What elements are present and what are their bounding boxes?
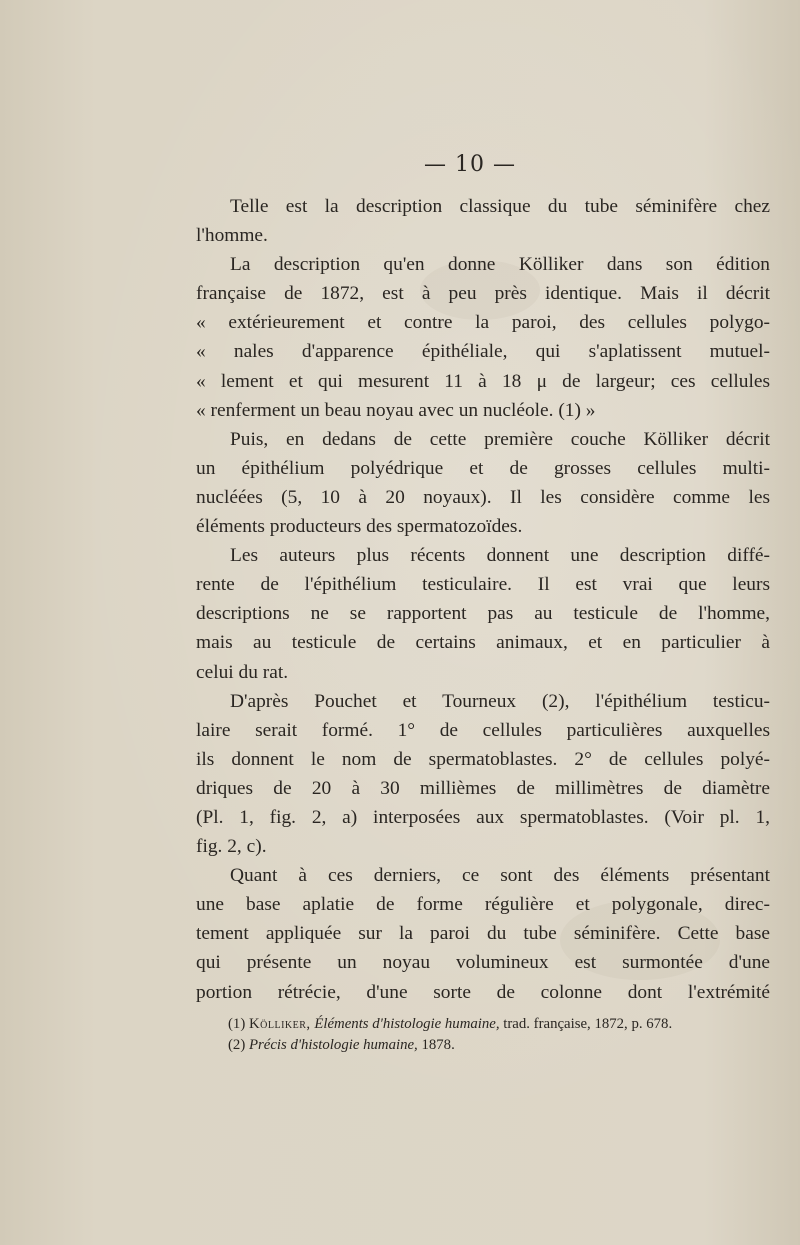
- text-line: l'homme.: [196, 225, 268, 247]
- footnote-author: Kölliker,: [248, 1016, 311, 1032]
- page-number: — 10 —: [424, 152, 516, 177]
- text-line: rente de l'épithélium testiculaire. Il est vrai que leurs: [196, 574, 770, 596]
- footnote-mark: (1): [228, 1016, 246, 1032]
- text-line: qui présente un noyau volumineux est surmontée d'une: [196, 952, 770, 974]
- footnotes: [228, 1014, 774, 1056]
- text-line: Puis, en dedans de cette première couche Kölliker décrit: [230, 428, 770, 450]
- text-line: La description qu'en donne Kölliker dans son édition: [230, 254, 770, 276]
- body-text: [196, 192, 770, 1007]
- text-line: une base aplatie de forme régulière et polygonale, direc-: [196, 894, 770, 916]
- text-line: « renferment un beau noyau avec un nucléole. (1) »: [196, 399, 596, 421]
- text-line: fig. 2, c).: [196, 836, 267, 858]
- footnote-title: Précis d'histologie humaine,: [248, 1037, 418, 1053]
- text-line: éléments producteurs des spermatozoïdes.: [196, 516, 523, 538]
- text-line: nucléées (5, 10 à 20 noyaux). Il les considère comme les: [196, 486, 770, 508]
- text-line: portion rétrécie, d'une sorte de colonne dont l'extrémité: [196, 981, 770, 1003]
- text-line: driques de 20 à 30 millièmes de millimètres de diamètre: [196, 777, 770, 799]
- text-line: un épithélium polyédrique et de grosses cellules multi-: [196, 457, 770, 479]
- footnote-mark: (2): [228, 1037, 246, 1053]
- text-line: Quant à ces derniers, ce sont des éléments présentant: [230, 865, 770, 887]
- footnote-2: [228, 1035, 774, 1056]
- text-line: laire serait formé. 1° de cellules particulières auxquelles: [196, 719, 770, 741]
- footnote-1: [228, 1014, 774, 1035]
- text-line: (Pl. 1, fig. 2, a) interposées aux spermatoblastes. (Voir pl. 1,: [196, 806, 770, 828]
- text-line: descriptions ne se rapportent pas au testicule de l'homme,: [196, 603, 770, 625]
- text-line: « lement et qui mesurent 11 à 18 μ de largeur; ces cellules: [196, 370, 770, 392]
- footnote-title: Éléments d'histologie humaine,: [314, 1016, 500, 1032]
- text-line: tement appliquée sur la paroi du tube séminifère. Cette base: [196, 923, 770, 945]
- footnote-details: 1878.: [421, 1037, 455, 1053]
- text-line: française de 1872, est à peu près identique. Mais il décrit: [196, 283, 770, 305]
- text-line: « nales d'apparence épithéliale, qui s'aplatissent mutuel-: [196, 341, 770, 363]
- text-line: celui du rat.: [196, 661, 289, 683]
- text-line: « extérieurement et contre la paroi, des cellules polygo-: [196, 312, 770, 334]
- text-line: Telle est la description classique du tube séminifère chez: [230, 196, 770, 217]
- text-line: D'après Pouchet et Tourneux (2), l'épithélium testicu-: [230, 690, 770, 712]
- footnote-details: trad. française, 1872, p. 678.: [503, 1016, 673, 1032]
- text-line: Les auteurs plus récents donnent une description diffé-: [230, 545, 770, 567]
- text-line: mais au testicule de certains animaux, et en particulier à: [196, 632, 770, 654]
- text-line: ils donnent le nom de spermatoblastes. 2° de cellules polyé-: [196, 748, 770, 770]
